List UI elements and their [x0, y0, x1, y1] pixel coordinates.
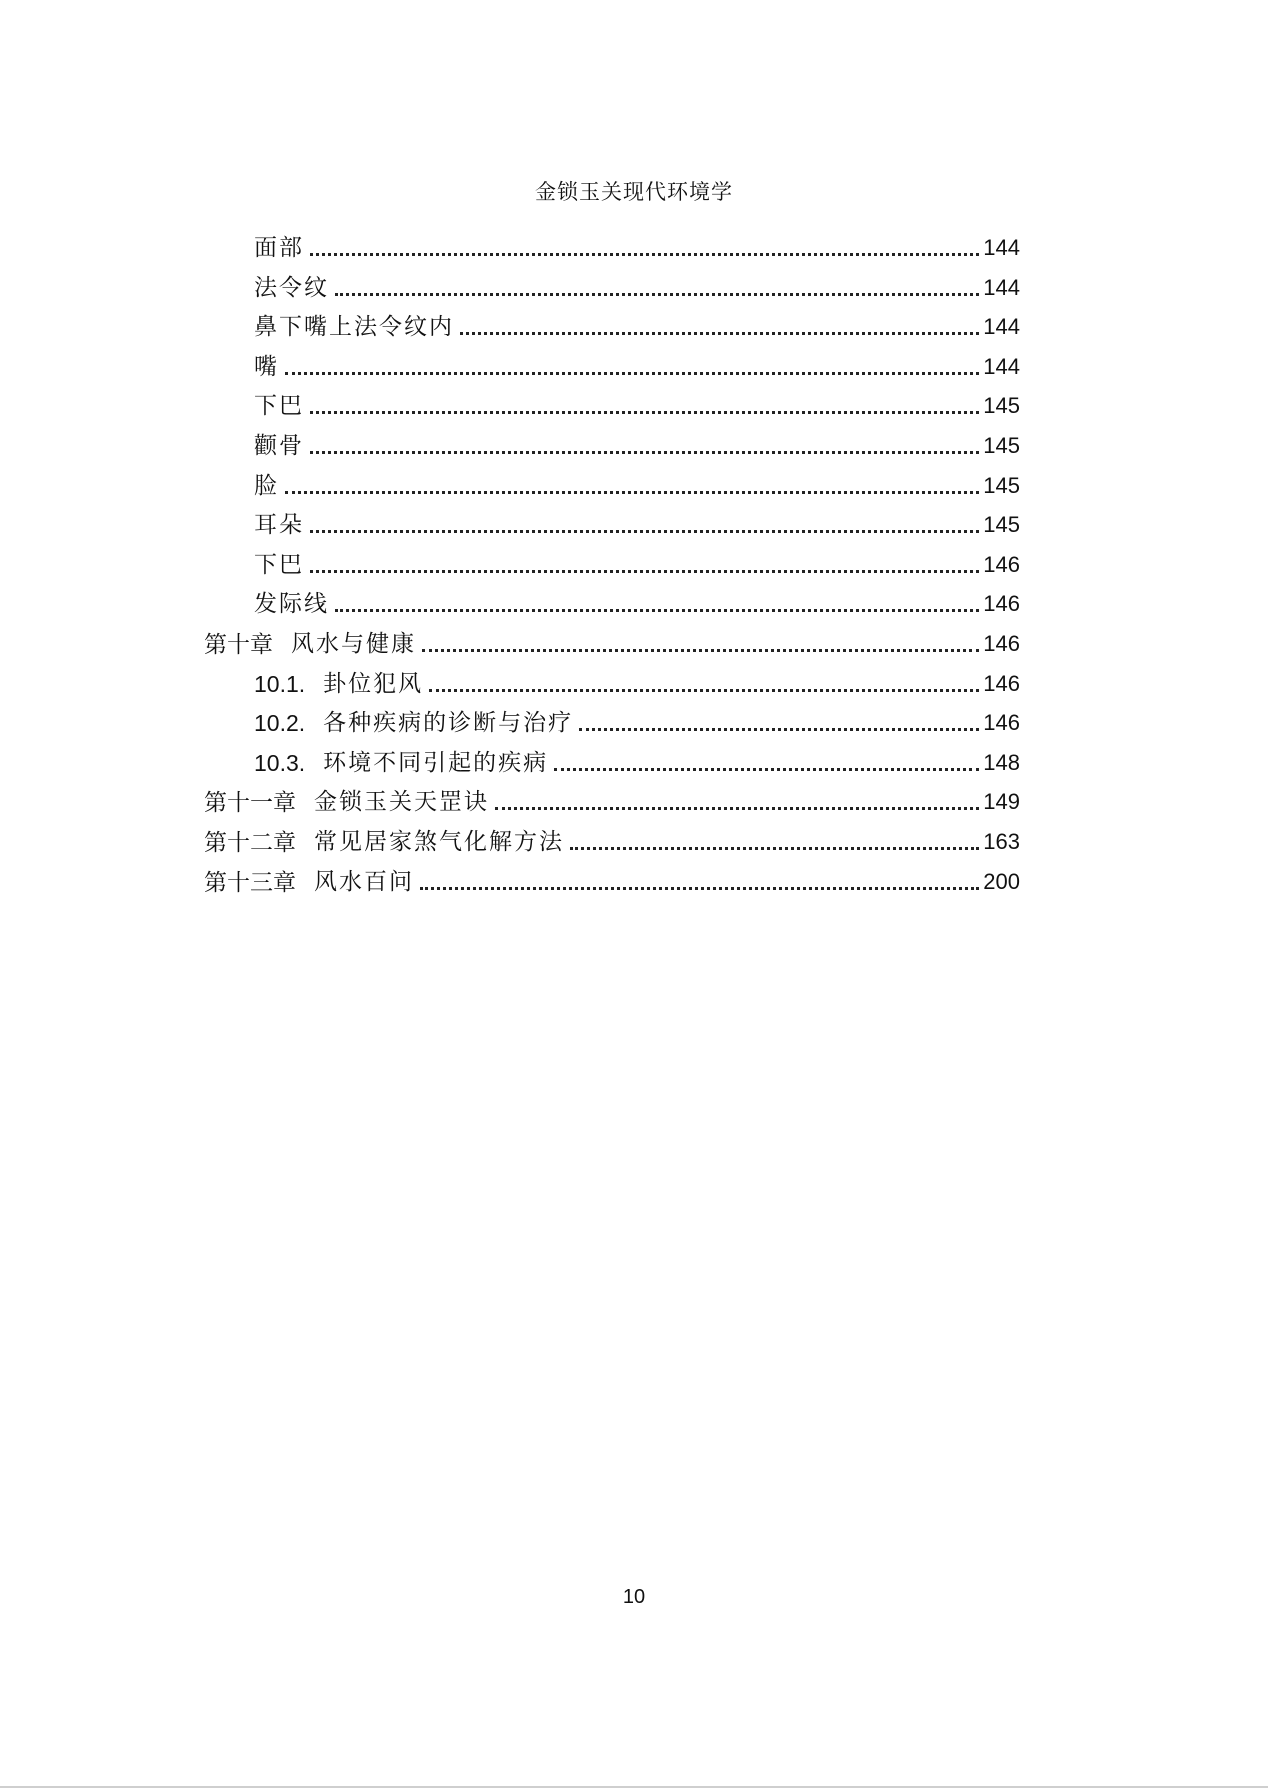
- toc-entry-label: 下巴: [254, 393, 304, 420]
- toc-leader-dots: [335, 293, 979, 296]
- toc-entry-label: 脸: [254, 472, 279, 499]
- toc-leader-dots: [310, 253, 979, 256]
- toc-entry-label: 法令纹: [254, 274, 329, 301]
- toc-leader-dots: [285, 491, 979, 494]
- running-header: 金锁玉关现代环境学: [535, 180, 733, 204]
- toc-entry-page: 145: [983, 433, 1020, 458]
- toc-leader-dots: [429, 689, 979, 692]
- toc-entry-page: 146: [983, 631, 1020, 656]
- toc-entry[interactable]: [254, 588, 1020, 620]
- toc-entry-page: 146: [983, 710, 1020, 736]
- toc-entry-label: 耳朵: [254, 512, 304, 539]
- toc-entry-page: 145: [983, 393, 1020, 419]
- toc-leader-dots: [310, 570, 979, 573]
- bottom-divider: [0, 1786, 1268, 1788]
- toc-leader-dots: [285, 372, 979, 375]
- toc-entry[interactable]: [254, 549, 1020, 581]
- toc-leader-dots: [495, 807, 979, 810]
- toc-entry-number: 10.3.: [254, 749, 306, 776]
- toc-leader-dots: [310, 451, 979, 454]
- toc-entry[interactable]: [254, 272, 1020, 304]
- toc-entry-label: 发际线: [254, 591, 329, 618]
- toc-entry-label: 金锁玉关天罡诀: [314, 789, 489, 816]
- toc-entry-label: 常见居家煞气化解方法: [314, 829, 564, 855]
- toc-entry-label: 下巴: [254, 551, 304, 578]
- toc-entry[interactable]: [254, 470, 1020, 502]
- toc-leader-dots: [554, 768, 979, 771]
- toc-entry-page: 144: [983, 274, 1020, 300]
- toc-entry[interactable]: [204, 628, 1020, 660]
- toc-entry[interactable]: [204, 786, 1020, 818]
- toc-entry[interactable]: [254, 707, 1020, 739]
- toc-entry[interactable]: [254, 430, 1020, 462]
- toc-entry[interactable]: [254, 747, 1020, 779]
- toc-entry[interactable]: [254, 509, 1020, 541]
- toc-entry-number: 第十二章: [204, 829, 296, 855]
- toc-entry[interactable]: [204, 826, 1020, 858]
- toc-entry-page: 145: [983, 472, 1020, 498]
- toc-entry-page: 146: [983, 670, 1020, 696]
- toc-leader-dots: [420, 887, 979, 890]
- toc-entry[interactable]: [204, 866, 1020, 898]
- toc-entry-page: 146: [983, 591, 1020, 617]
- toc-entry-label: 风水百问: [314, 868, 414, 895]
- toc-entry-page: 163: [983, 829, 1020, 854]
- toc-entry-number: 第十三章: [204, 868, 296, 895]
- toc-entry-number: 第十一章: [204, 789, 296, 816]
- toc-entry-page: 144: [983, 235, 1020, 260]
- toc-entry-number: 10.2.: [254, 710, 306, 737]
- toc-entry-label: 环境不同引起的疾病: [323, 749, 549, 776]
- toc-leader-dots: [310, 530, 979, 533]
- toc-leader-dots: [310, 411, 979, 414]
- page-number: 10: [622, 1586, 646, 1608]
- toc-entry-page: 145: [983, 512, 1020, 538]
- toc-entry-label: 颧骨: [254, 433, 304, 459]
- toc-entry-number: 10.1.: [254, 670, 306, 697]
- toc-entry-label: 鼻下嘴上法令纹内: [254, 314, 454, 341]
- toc-leader-dots: [335, 609, 979, 612]
- toc-leader-dots: [579, 728, 979, 731]
- toc-entry-page: 146: [983, 551, 1020, 577]
- toc-entry-page: 144: [983, 353, 1020, 379]
- toc-entry-label: 风水与健康: [291, 631, 416, 657]
- toc-entry-label: 各种疾病的诊断与治疗: [323, 710, 574, 737]
- toc-entry-page: 148: [983, 749, 1020, 775]
- toc-entry-number: 第十章: [204, 631, 273, 657]
- toc-entry[interactable]: [254, 390, 1020, 422]
- toc-entry-label: 面部: [254, 235, 304, 261]
- toc-entry-label: 卦位犯风: [323, 670, 424, 697]
- toc-entry-page: 200: [983, 868, 1020, 894]
- toc-leader-dots: [460, 332, 979, 335]
- toc-entry-label: 嘴: [254, 353, 279, 380]
- toc-leader-dots: [422, 649, 979, 652]
- toc-entry-page: 149: [983, 789, 1020, 815]
- toc-leader-dots: [570, 847, 979, 850]
- toc-entry-page: 144: [983, 314, 1020, 340]
- toc-entry[interactable]: [254, 311, 1020, 343]
- toc-entry[interactable]: [254, 232, 1020, 264]
- toc-entry[interactable]: [254, 668, 1020, 700]
- toc-entry[interactable]: [254, 351, 1020, 383]
